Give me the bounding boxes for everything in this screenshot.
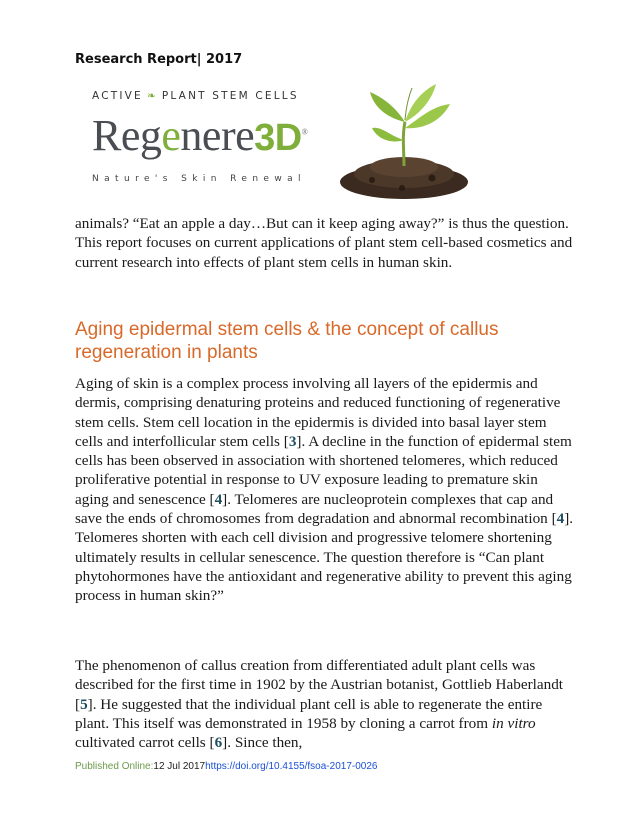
doi-link[interactable]: https://doi.org/10.4155/fsoa-2017-0026 bbox=[205, 761, 378, 772]
citation-link[interactable]: 5 bbox=[80, 695, 88, 713]
text-run: ]. Since then, bbox=[222, 734, 303, 752]
published-date: 12 Jul 2017 bbox=[153, 761, 206, 772]
wordmark-part-1: Reg bbox=[92, 111, 162, 160]
text-run: Aging of skin is a complex process involving all layers of the epidermis and dermis, comprising denaturing proteins and reduced functioning of regenerative stem cells. Stem cell location in the epidermis is divided into basal layer stem cells and interfollicular stem cells [ bbox=[75, 375, 561, 450]
text-run: cultivated carrot cells [ bbox=[75, 734, 215, 752]
text-run: The phenomenon of callus creation from differentiated adult plant cells was described for the first time in 1902 by the Austrian botanist, Gottlieb Haberlandt [ bbox=[75, 657, 564, 713]
wordmark-part-2: nere bbox=[180, 111, 255, 160]
wordmark-3d: 3D bbox=[254, 117, 302, 159]
wordmark-green-e: e bbox=[161, 111, 181, 160]
citation-link[interactable]: 6 bbox=[214, 734, 223, 752]
brand-logo bbox=[92, 88, 317, 188]
citation-link[interactable]: 4 bbox=[556, 510, 565, 528]
leaf-icon: ❧ bbox=[146, 90, 158, 102]
tagline-active: ACTIVE bbox=[92, 90, 143, 102]
citation-link[interactable]: 4 bbox=[214, 490, 223, 508]
text-run: ]. Telomeres shorten with each cell division and progressive telomere shortening ultimately results in cellular senescence. The question therefore is “Can plant phytohormones have the antioxidant and regenerative ability to prevent this aging process in human skin?” bbox=[75, 510, 574, 605]
logo-tagline bbox=[92, 90, 299, 102]
tagline-plant-stem-cells: PLANT STEM CELLS bbox=[161, 90, 299, 102]
citation-link[interactable]: 3 bbox=[288, 432, 297, 450]
section-heading: Aging epidermal stem cells & the concept of callus regeneration in plants bbox=[75, 319, 499, 363]
callus-paragraph bbox=[75, 656, 575, 752]
logo-wordmark bbox=[92, 110, 307, 161]
aging-paragraph bbox=[75, 374, 575, 606]
sprout-in-soil-image bbox=[332, 70, 472, 200]
text-run: ]. A decline in the function of epidermal stem cells has been observed in association with shortened telomeres, which reduced proliferative potential in response to UV exposure leading to premature skin aging and senescence [ bbox=[75, 432, 572, 508]
registered-mark: ® bbox=[301, 127, 308, 137]
logo-slogan: Nature's Skin Renewal bbox=[92, 174, 306, 184]
text-run: ]. He suggested that the individual plant cell is able to regenerate the entire plant. This itself was demonstrated in 1958 by cloning a carrot from bbox=[75, 695, 543, 732]
intro-paragraph: animals? “Eat an apple a day…But can it keep aging away?” is thus the question. This report focuses on current applications of plant stem cell-based cosmetics and current research into effects of plant stem cells in human skin. bbox=[75, 215, 573, 271]
italic-text: in vitro bbox=[491, 714, 536, 732]
report-header: Research Report| 2017 bbox=[75, 52, 243, 67]
published-label: Published Online: bbox=[75, 761, 154, 772]
publication-footer bbox=[75, 761, 377, 772]
text-run: ]. Telomeres are nucleoprotein complexes that cap and save the ends of chromosomes from degradation and abnormal recombination [ bbox=[75, 490, 557, 528]
